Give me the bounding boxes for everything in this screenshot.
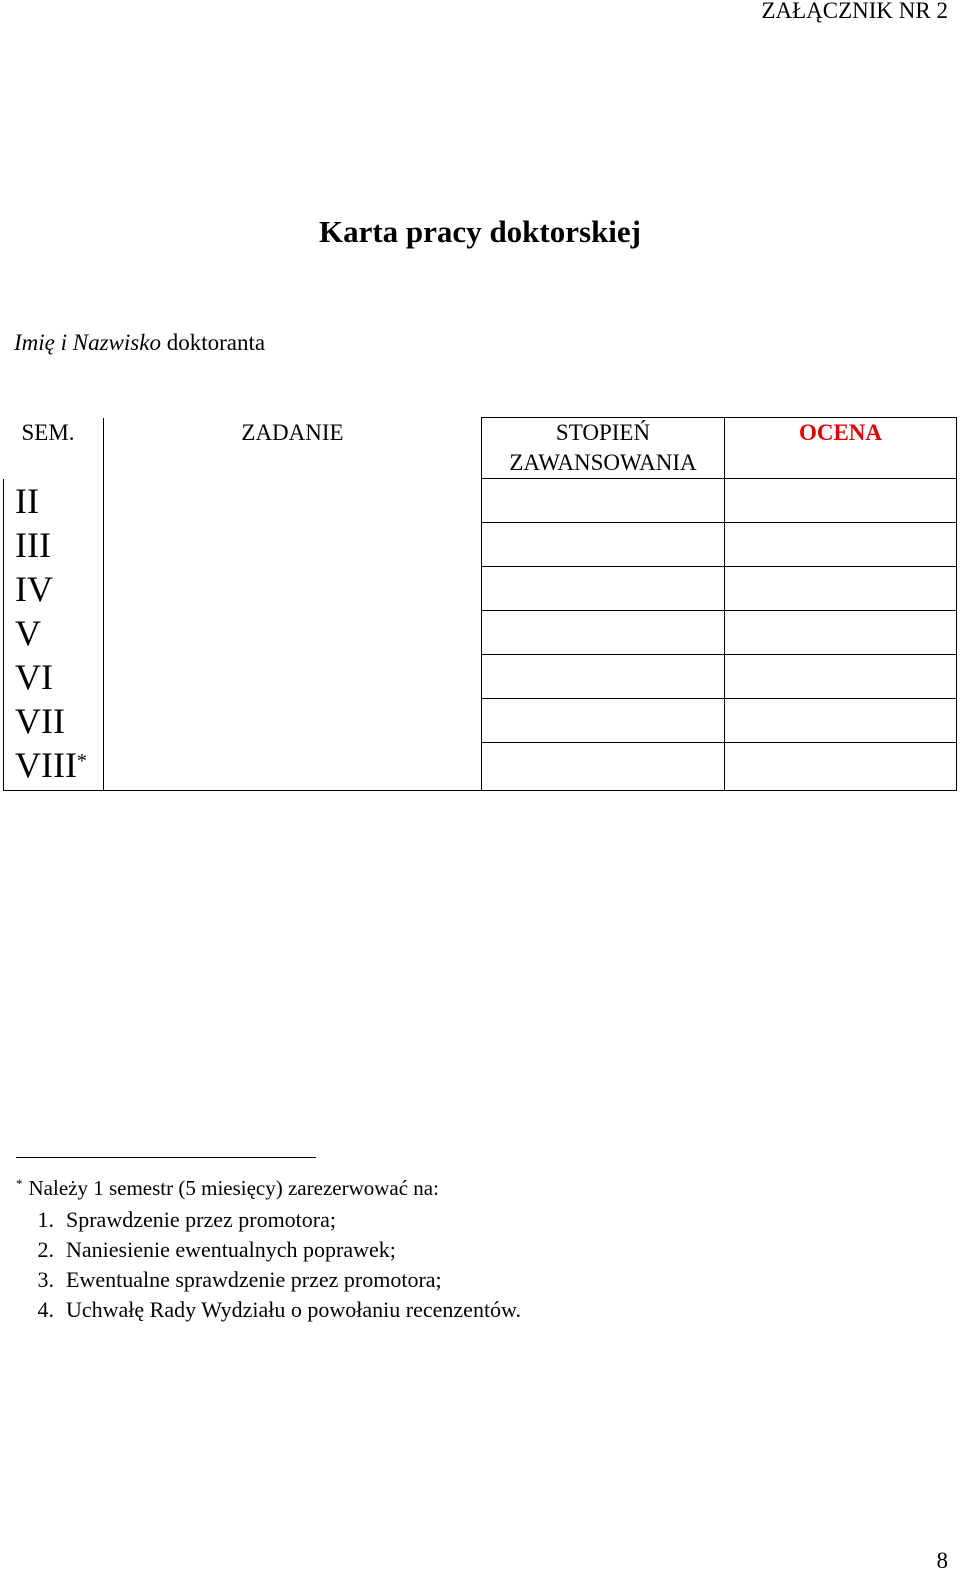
progress-cell[interactable] bbox=[482, 479, 725, 523]
header-task: ZADANIE bbox=[104, 418, 482, 479]
grade-cell[interactable] bbox=[725, 567, 957, 611]
list-item: 4. Uchwałę Rady Wydziału o powołaniu recenzentów. bbox=[37, 1297, 522, 1322]
list-item: 3. Ewentualne sprawdzenie przez promotora; bbox=[37, 1267, 442, 1292]
semester-cell: VIII* bbox=[4, 743, 104, 791]
semester-cell: III bbox=[4, 523, 104, 567]
progress-cell[interactable] bbox=[482, 611, 725, 655]
table-row bbox=[4, 655, 957, 699]
annex-label: ZAŁĄCZNIK NR 2 bbox=[761, 0, 948, 23]
table-row bbox=[4, 611, 957, 655]
table-header-row bbox=[4, 418, 957, 479]
header-grade: OCENA bbox=[725, 418, 957, 479]
footnote-list bbox=[16, 1205, 521, 1325]
footnote-intro: * Należy 1 semestr (5 miesięcy) zarezerwować na: bbox=[16, 1176, 439, 1200]
semester-cell: VII bbox=[4, 699, 104, 743]
grade-cell[interactable] bbox=[725, 611, 957, 655]
semester-cell: II bbox=[4, 479, 104, 523]
footnote-divider bbox=[16, 1157, 316, 1158]
table-row bbox=[4, 699, 957, 743]
semester-cell: VI bbox=[4, 655, 104, 699]
table-row bbox=[4, 567, 957, 611]
semester-cell: V bbox=[4, 611, 104, 655]
header-sem: SEM. bbox=[4, 418, 104, 479]
work-card-table bbox=[3, 417, 957, 791]
header-progress: STOPIEŃ ZAWANSOWANIA bbox=[482, 418, 725, 479]
task-cell[interactable] bbox=[104, 523, 482, 567]
footnote-marker: * bbox=[76, 749, 87, 772]
grade-cell[interactable] bbox=[725, 743, 957, 791]
task-cell[interactable] bbox=[104, 743, 482, 791]
task-cell[interactable] bbox=[104, 567, 482, 611]
student-name-line bbox=[14, 330, 265, 356]
grade-cell[interactable] bbox=[725, 523, 957, 567]
footnote-marker: * bbox=[16, 1176, 23, 1191]
progress-cell[interactable] bbox=[482, 743, 725, 791]
table-row bbox=[4, 523, 957, 567]
task-cell[interactable] bbox=[104, 699, 482, 743]
name-suffix: doktoranta bbox=[166, 330, 266, 355]
task-cell[interactable] bbox=[104, 611, 482, 655]
progress-cell[interactable] bbox=[482, 567, 725, 611]
progress-cell[interactable] bbox=[482, 699, 725, 743]
semester-cell: IV bbox=[4, 567, 104, 611]
task-cell[interactable] bbox=[104, 479, 482, 523]
progress-cell[interactable] bbox=[482, 523, 725, 567]
list-item: 2. Naniesienie ewentualnych poprawek; bbox=[37, 1237, 396, 1262]
grade-cell[interactable] bbox=[725, 655, 957, 699]
list-item: 1. Sprawdzenie przez promotora; bbox=[37, 1207, 336, 1232]
grade-cell[interactable] bbox=[725, 479, 957, 523]
table-row bbox=[4, 743, 957, 791]
task-cell[interactable] bbox=[104, 655, 482, 699]
document-title: Karta pracy doktorskiej bbox=[318, 214, 642, 249]
name-label: Imię i Nazwisko bbox=[14, 330, 161, 355]
grade-cell[interactable] bbox=[725, 699, 957, 743]
page-number: 8 bbox=[936, 1548, 948, 1573]
progress-cell[interactable] bbox=[482, 655, 725, 699]
table-row bbox=[4, 479, 957, 523]
